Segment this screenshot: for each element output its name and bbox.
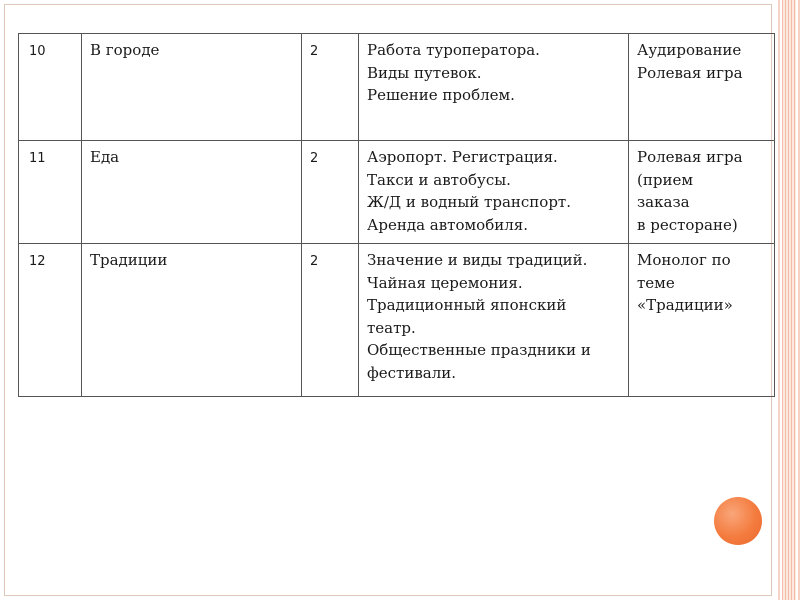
- content-line: Аэропорт. Регистрация.: [367, 148, 558, 166]
- lesson-topic: В городе: [82, 34, 302, 141]
- content-line: театр.: [367, 318, 416, 337]
- table-row: [19, 34, 775, 141]
- lesson-content: [359, 141, 629, 244]
- lesson-content: [359, 34, 629, 141]
- activity-line: Ролевая игра: [637, 148, 743, 166]
- content-line: Виды путевок.: [367, 63, 482, 82]
- lesson-hours: 2: [302, 244, 359, 397]
- content-line: Аренда автомобиля.: [367, 215, 528, 234]
- activity-line: (прием: [637, 170, 693, 189]
- lesson-hours: 2: [302, 141, 359, 244]
- table-row: [19, 244, 775, 397]
- lesson-hours: 2: [302, 34, 359, 141]
- activity-line: «Традиции»: [637, 296, 733, 314]
- curriculum-table: [18, 33, 775, 397]
- content-line: Решение проблем.: [367, 86, 515, 104]
- content-line: Общественные праздники и: [367, 341, 591, 359]
- lesson-number: 10: [19, 34, 82, 141]
- decorative-stripes-inner: [782, 0, 796, 600]
- lesson-activity: [629, 34, 775, 141]
- lesson-content: [359, 244, 629, 397]
- content-line: Такси и автобусы.: [367, 170, 511, 189]
- lesson-activity: [629, 141, 775, 244]
- activity-line: теме: [637, 273, 675, 292]
- lesson-number: 11: [19, 141, 82, 244]
- activity-line: заказа: [637, 193, 690, 211]
- activity-line: Ролевая игра: [637, 63, 743, 82]
- activity-line: Монолог по: [637, 251, 731, 269]
- content-line: Традиционный японский: [367, 296, 567, 314]
- content-line: фестивали.: [367, 363, 456, 382]
- lesson-topic: Традиции: [82, 244, 302, 397]
- content-line: Ж/Д и водный транспорт.: [367, 193, 571, 211]
- lesson-number: 12: [19, 244, 82, 397]
- content-line: Значение и виды традиций.: [367, 251, 588, 269]
- content-line: Чайная церемония.: [367, 273, 523, 292]
- activity-line: Аудирование: [637, 41, 742, 59]
- content-line: Работа туроператора.: [367, 41, 540, 59]
- lesson-activity: [629, 244, 775, 397]
- lesson-topic: Еда: [82, 141, 302, 244]
- decorative-orange-circle: [714, 497, 762, 545]
- activity-line: в ресторане): [637, 215, 738, 234]
- table-row: [19, 141, 775, 244]
